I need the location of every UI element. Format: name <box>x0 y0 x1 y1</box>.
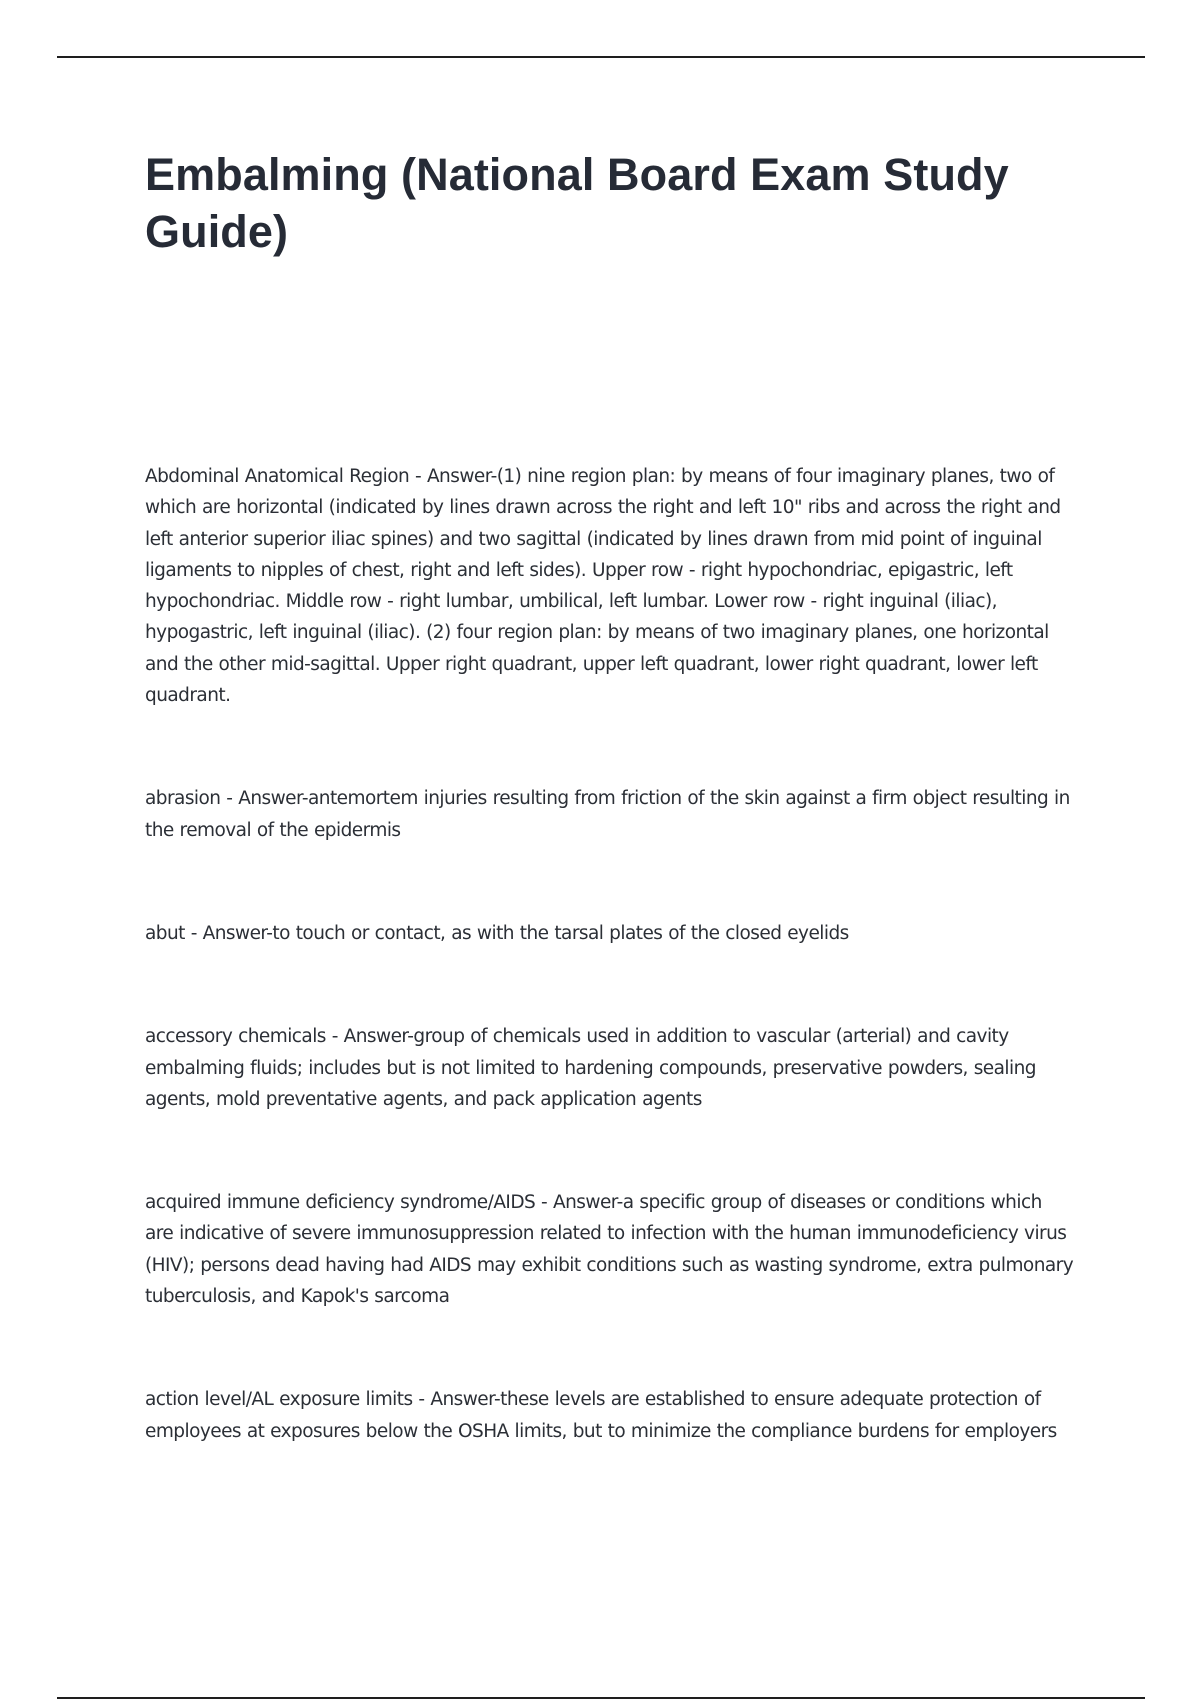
glossary-entry-abut: abut - Answer-to touch or contact, as with the tarsal plates of the closed eyelids <box>145 922 849 944</box>
header-rule <box>57 56 1145 58</box>
glossary-entry-action-level: action level/AL exposure limits - Answer-these levels are established to ensure adequate protection of employees at exposures below the OSHA limits, but to minimize the compliance burdens for employers <box>145 1389 1057 1442</box>
footer-rule <box>57 1697 1145 1699</box>
glossary-entry-aids: acquired immune deficiency syndrome/AIDS - Answer-a specific group of diseases or conditions which are indicative of severe immunosuppression related to infection with the human immunodeficiency virus (HIV); persons dead having had AIDS may exhibit conditions such as wasting syndrome, extra pulmonary tuberculosis, and Kapok's sarcoma <box>145 1192 1074 1308</box>
glossary-entry-abrasion: abrasion - Answer-antemortem injuries resulting from friction of the skin against a firm object resulting in the removal of the epidermis <box>145 788 1070 841</box>
glossary-entries <box>145 461 1075 1519</box>
document-title: Embalming (National Board Exam Study Guide) <box>145 149 1009 257</box>
glossary-entry-accessory-chemicals: accessory chemicals - Answer-group of chemicals used in addition to vascular (arterial) and cavity embalming fluids; includes but is not limited to hardening compounds, preservative powders, sealing agents, mold preventative agents, and pack application agents <box>145 1026 1036 1110</box>
glossary-entry-abdominal-anatomical-region: Abdominal Anatomical Region - Answer-(1) nine region plan: by means of four imaginary planes, two of which are horizontal (indicated by lines drawn across the right and left 10" ribs and across the right and left anterior superior iliac spines) and two sagittal (indicated by lines drawn from mid point of inguinal ligaments to nipples of chest, right and left sides). Upper row - right hypochondriac, epigastric, left hypochondriac. Middle row - right lumbar, umbilical, left lumbar. Lower row - right inguinal (iliac), hypogastric, left inguinal (iliac). (2) four region plan: by means of two imaginary planes, one horizontal and the other mid-sagittal. Upper right quadrant, upper left quadrant, lower right quadrant, lower left quadrant. <box>145 466 1061 707</box>
